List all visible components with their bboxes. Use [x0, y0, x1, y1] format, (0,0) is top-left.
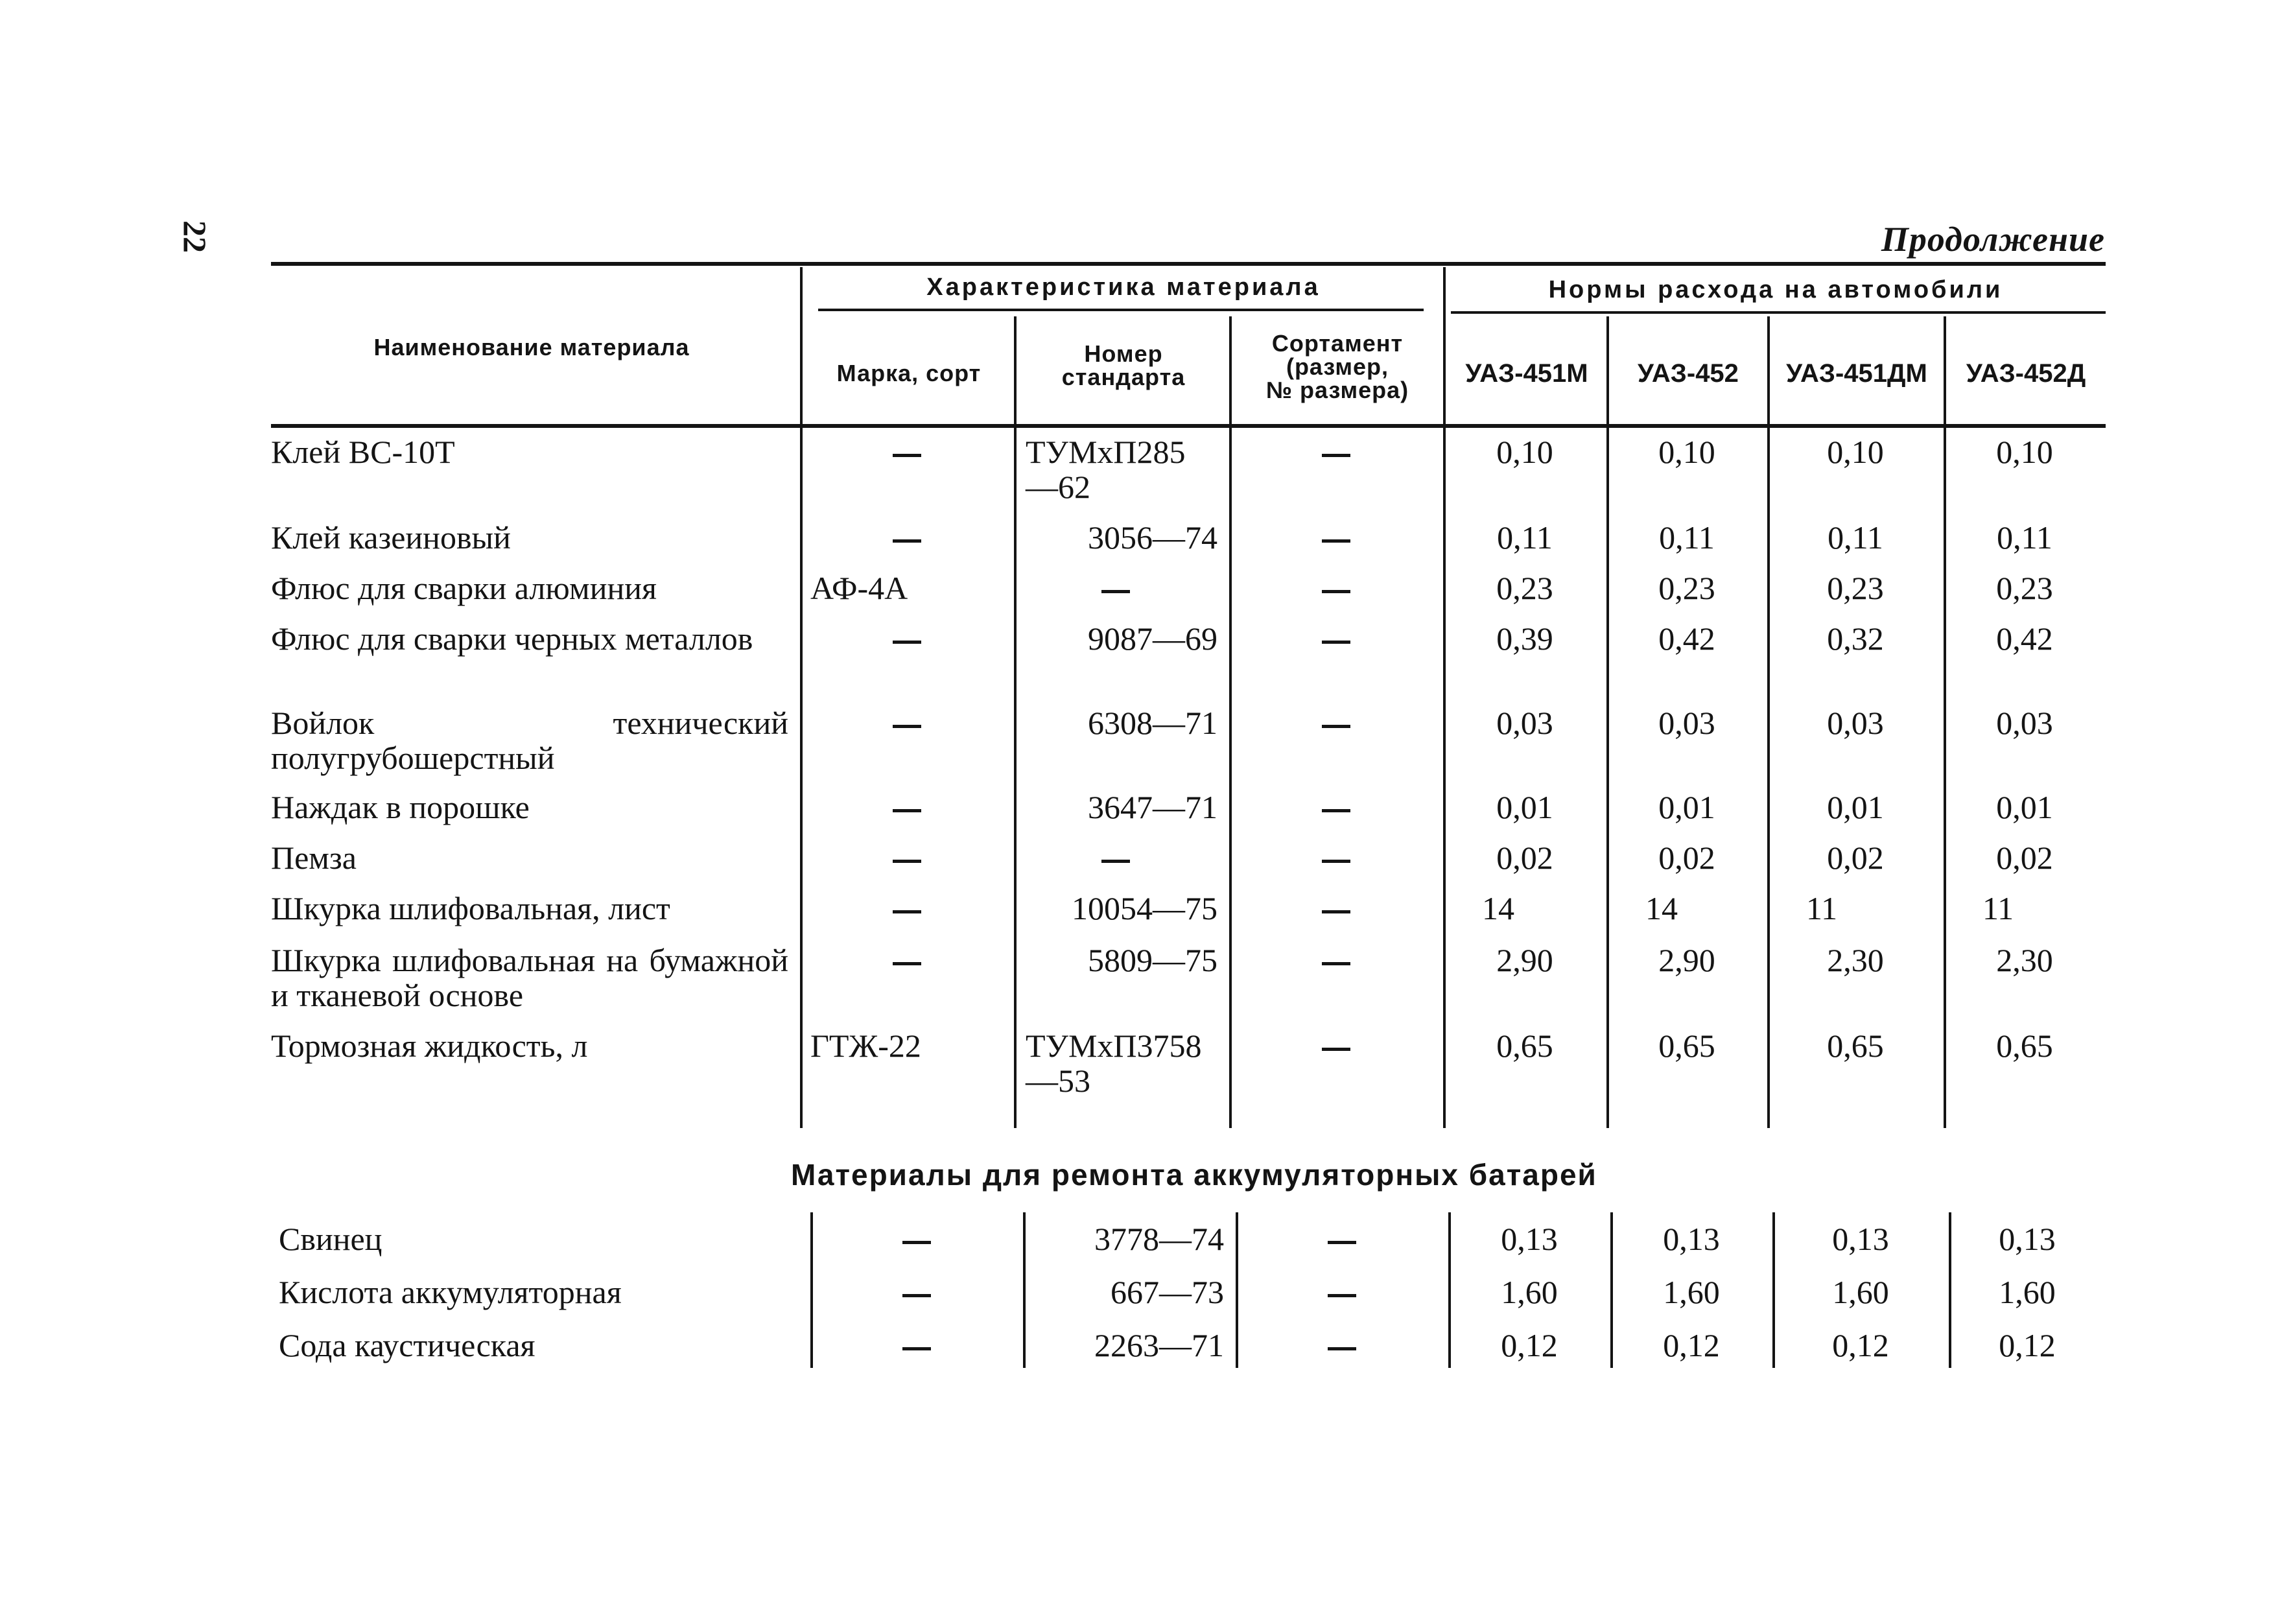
assortment-dash: [1322, 539, 1350, 543]
norm-value: 0,02: [1996, 840, 2053, 876]
norm-value: 0,32: [1827, 620, 1884, 657]
grade-value: АФ-4А: [810, 570, 908, 606]
grade-dash: [893, 725, 921, 728]
material-name: Клей казеиновый: [271, 519, 511, 556]
header-model-uaz-452d: УАЗ-452Д: [1966, 359, 2086, 388]
grade-dash: [893, 809, 921, 812]
norm-value: 2,90: [1658, 942, 1715, 978]
norm-value: 0,11: [1659, 519, 1715, 556]
standard-number: 667—73: [1111, 1274, 1224, 1310]
grade-value: ГТЖ-22: [810, 1028, 921, 1064]
norm-value: 1,60: [1999, 1274, 2056, 1310]
norm-value: 0,39: [1496, 620, 1553, 657]
norm-value: 0,12: [1663, 1327, 1720, 1363]
header-divider-name: [800, 267, 803, 425]
header-standard-line-1: Номер: [1084, 340, 1163, 367]
material-name: Клей ВС-10Т: [271, 434, 455, 470]
norm-value: 0,03: [1658, 705, 1715, 741]
norm-value: 0,12: [1832, 1327, 1889, 1363]
table-row: [271, 621, 2106, 705]
norm-value: 2,30: [1996, 942, 2053, 978]
page-number: 22: [177, 220, 213, 253]
standard-number: 5809—75: [1088, 942, 1217, 978]
standard-dash: [1101, 590, 1130, 593]
assortment-dash: [1328, 1294, 1356, 1297]
standard-dash: [1101, 860, 1130, 863]
norm-value: 0,01: [1996, 789, 2053, 825]
grade-dash: [893, 454, 921, 457]
material-name: Тормозная жидкость, л: [271, 1028, 588, 1064]
table-row: [271, 1028, 2106, 1112]
standard-number: 10054—75: [1072, 890, 1217, 926]
norm-value: 0,11: [1497, 519, 1553, 556]
standard-line-2: —62: [1026, 469, 1090, 505]
norm-value: 0,12: [1501, 1327, 1558, 1363]
assortment-dash: [1328, 1241, 1356, 1244]
norm-value: 0,23: [1658, 570, 1715, 606]
material-name: Сода каустическая: [279, 1327, 535, 1363]
grade-dash: [893, 641, 921, 644]
norm-value: 0,42: [1658, 620, 1715, 657]
norm-value: 0,13: [1663, 1221, 1720, 1257]
grade-dash: [893, 539, 921, 543]
norms-group-underline: [1451, 311, 2106, 314]
header-assortment-line-3: № размера): [1265, 377, 1409, 403]
grade-dash: [893, 860, 921, 863]
norm-value: 0,01: [1496, 789, 1553, 825]
norm-value: 0,02: [1827, 840, 1884, 876]
norm-value: 11: [1982, 890, 2014, 926]
norm-value: 0,65: [1658, 1028, 1715, 1064]
table-row: [271, 1212, 2106, 1265]
norm-value: 0,11: [1997, 519, 2052, 556]
assortment-dash: [1322, 910, 1350, 913]
table-row: [271, 790, 2106, 840]
battery-materials-table: [271, 1212, 2106, 1372]
norm-value: 2,30: [1827, 942, 1884, 978]
material-name: Пемза: [271, 840, 357, 876]
standard-number: 3647—71: [1088, 789, 1217, 825]
assortment-dash: [1322, 962, 1350, 965]
assortment-dash: [1322, 860, 1350, 863]
norm-value: 1,60: [1832, 1274, 1889, 1310]
norm-value: 0,11: [1828, 519, 1883, 556]
norm-value: 0,65: [1996, 1028, 2053, 1064]
norm-value: 11: [1806, 890, 1838, 926]
table-row: [271, 571, 2106, 621]
section-title: Материалы для ремонта аккумуляторных батарей: [791, 1158, 1597, 1192]
assortment-dash: [1322, 454, 1350, 457]
norm-value: 1,60: [1501, 1274, 1558, 1310]
continuation-label: Продолжение: [1881, 220, 2105, 259]
header-model-uaz-452: УАЗ-452: [1638, 359, 1739, 388]
norm-value: 0,02: [1496, 840, 1553, 876]
header-divider-grade: [1014, 316, 1017, 425]
norm-value: 0,13: [1999, 1221, 2056, 1257]
header-assortment: [1232, 332, 1443, 402]
header-assortment-line-1: Сортамент: [1271, 330, 1404, 357]
material-group-underline: [818, 309, 1424, 311]
standard-number: 2263—71: [1094, 1327, 1224, 1363]
table-row: [271, 943, 2106, 1028]
table-row: [271, 891, 2106, 943]
header-assortment-line-2: (размер,: [1286, 353, 1389, 380]
header-material-group: Характеристика материала: [926, 274, 1321, 301]
norm-value: 0,13: [1501, 1221, 1558, 1257]
table-top-rule: [271, 262, 2106, 266]
material-name: Шкурка шлифовальная, лист: [271, 890, 670, 926]
norm-value: 0,10: [1658, 434, 1715, 470]
norm-value: 0,03: [1827, 705, 1884, 741]
assortment-dash: [1322, 725, 1350, 728]
assortment-dash: [1322, 590, 1350, 593]
norm-value: 0,42: [1996, 620, 2053, 657]
standard-number: 3778—74: [1094, 1221, 1224, 1257]
table-row: [271, 840, 2106, 891]
standard-line-2: —53: [1026, 1063, 1090, 1099]
header-grade: Марка, сорт: [836, 360, 982, 386]
table-row: [271, 520, 2106, 571]
table-row: [271, 705, 2106, 790]
grade-dash: [902, 1347, 931, 1350]
header-standard: [1018, 342, 1229, 389]
norm-value: 14: [1645, 890, 1678, 926]
norm-value: 0,23: [1996, 570, 2053, 606]
header-model-uaz-451dm: УАЗ-451ДМ: [1786, 359, 1927, 388]
grade-dash: [893, 962, 921, 965]
grade-dash: [902, 1294, 931, 1297]
standard-line-1: ТУМхП3758: [1026, 1028, 1202, 1064]
header-model-uaz-451m: УАЗ-451М: [1465, 359, 1588, 388]
standard-number: 3056—74: [1088, 519, 1217, 556]
norm-value: 0,23: [1827, 570, 1884, 606]
norm-value: 0,02: [1658, 840, 1715, 876]
material-name: Кислота аккумуляторная: [279, 1274, 622, 1310]
materials-table: [271, 434, 2106, 1112]
header-norms-group: Нормы расхода на автомобили: [1548, 276, 2003, 303]
assortment-dash: [1322, 809, 1350, 812]
norm-value: 0,12: [1999, 1327, 2056, 1363]
norm-value: 0,65: [1496, 1028, 1553, 1064]
material-name: Свинец: [279, 1221, 382, 1257]
material-name: Флюс для сварки алюминия: [271, 570, 657, 606]
grade-dash: [893, 910, 921, 913]
material-name: Шкурка шлифовальная на бумажной и тканевой основе: [271, 942, 788, 1013]
norm-value: 1,60: [1663, 1274, 1720, 1310]
assortment-dash: [1322, 641, 1350, 644]
material-name: Наждак в порошке: [271, 789, 530, 825]
assortment-dash: [1328, 1347, 1356, 1350]
norm-value: 0,10: [1827, 434, 1884, 470]
standard-number: 6308—71: [1088, 705, 1217, 741]
norm-value: 0,10: [1996, 434, 2053, 470]
table-header-bottom-rule: [271, 424, 2106, 428]
assortment-dash: [1322, 1048, 1350, 1051]
header-standard-line-2: стандарта: [1061, 364, 1186, 390]
norm-value: 0,03: [1496, 705, 1553, 741]
norm-value: 0,03: [1996, 705, 2053, 741]
table-row: [271, 434, 2106, 520]
norm-value: 0,10: [1496, 434, 1553, 470]
norm-value: 0,23: [1496, 570, 1553, 606]
table-row: [271, 1319, 2106, 1372]
norm-value: 0,13: [1832, 1221, 1889, 1257]
norm-value: 0,01: [1658, 789, 1715, 825]
standard-number: 9087—69: [1088, 620, 1217, 657]
norm-value: 0,01: [1827, 789, 1884, 825]
table-row: [271, 1265, 2106, 1319]
material-name: Флюс для сварки черных металлов: [271, 620, 753, 657]
norm-value: 14: [1482, 890, 1514, 926]
grade-dash: [902, 1241, 931, 1244]
standard-line-1: ТУМхП285: [1026, 434, 1186, 470]
header-material-name: Наименование материала: [373, 334, 690, 360]
norm-value: 2,90: [1496, 942, 1553, 978]
norm-value: 0,65: [1827, 1028, 1884, 1064]
material-name: Войлок технический полугрубошерстный: [271, 705, 788, 776]
